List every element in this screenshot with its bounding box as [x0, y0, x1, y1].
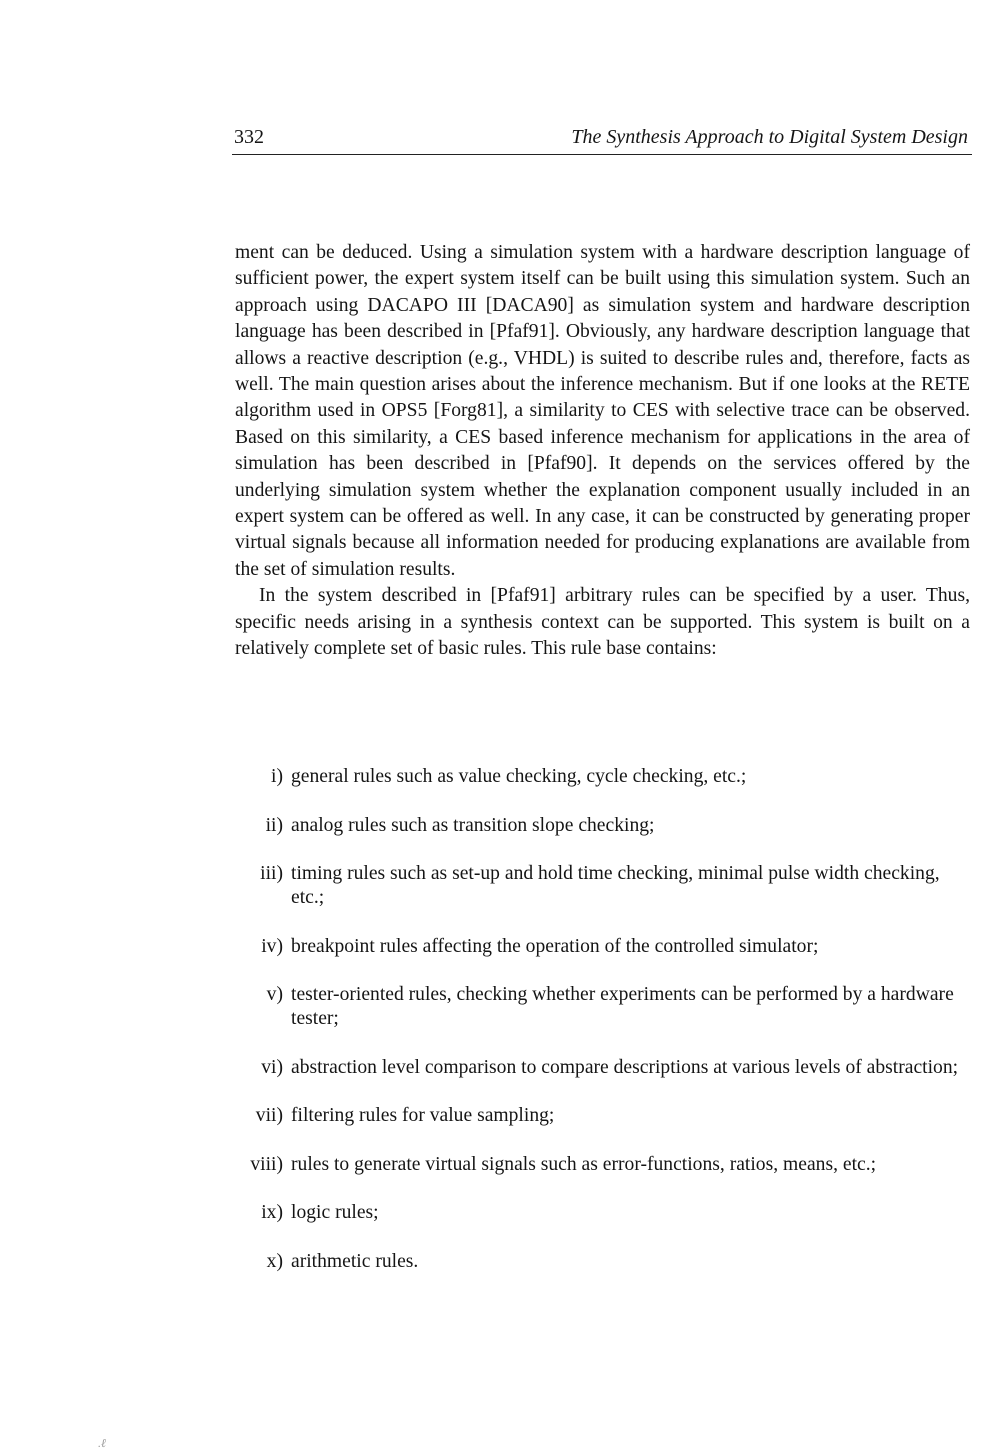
rule-base-list	[235, 765, 975, 1298]
rule-list-item	[235, 862, 975, 910]
rule-list-item	[235, 1104, 975, 1128]
rule-list-item	[235, 983, 975, 1031]
running-title: The Synthesis Approach to Digital System Design	[571, 126, 968, 148]
list-marker: vii)	[255, 1105, 283, 1126]
paragraph-continued: ment can be deduced. Using a simulation system with a hardware description language of sufficient power, the expert system itself can be built using this simulation system. Such an approach using DACAPO III [DACA90] as simulation system and hardware description language has been described in [Pfaf91]. Obviously, any hardware description language that allows a reactive description (e.g., VHDL) is suited to describe rules and, therefore, facts as well. The main question arises about the inference mechanism. But if one looks at the RETE algorithm used in OPS5 [Forg81], a similarity to CES with selective trace can be observed. Based on this similarity, a CES based inference mechanism for applications in the area of simulation has been described in [Pfaf90]. It depends on the services offered by the underlying simulation system whether the explanation component usually included in an expert system can be offered as well. In any case, it can be constructed by generating proper virtual signals because all information needed for producing explanations are available from the set of simulation results.	[235, 242, 970, 580]
list-marker: i)	[271, 766, 283, 787]
list-item-text: breakpoint rules affecting the operation of the controlled simulator;	[291, 935, 819, 957]
list-marker: ii)	[265, 814, 283, 836]
rule-list-item	[235, 1250, 975, 1274]
list-item-text: arithmetic rules.	[291, 1250, 419, 1272]
scan-artifact-mark: .ℓ	[98, 1436, 106, 1450]
running-header	[232, 124, 972, 155]
list-item-text: filtering rules for value sampling;	[291, 1105, 555, 1126]
rule-list-item	[235, 1056, 975, 1080]
list-item-text: timing rules such as set-up and hold time checking, minimal pulse width checking, etc.;	[291, 863, 940, 908]
page-number: 332	[234, 126, 264, 148]
list-item-text: general rules such as value checking, cycle checking, etc.;	[291, 766, 747, 787]
list-marker: iv)	[261, 935, 283, 957]
list-marker: iii)	[260, 863, 283, 884]
list-marker: ix)	[261, 1202, 283, 1223]
list-item-text: analog rules such as transition slope checking;	[291, 814, 655, 836]
list-item-text: abstraction level comparison to compare descriptions at various levels of abstraction;	[291, 1056, 959, 1078]
rule-list-item	[235, 1153, 975, 1177]
list-item-text: logic rules;	[291, 1202, 379, 1223]
body-text	[235, 240, 970, 663]
list-item-text: tester-oriented rules, checking whether experiments can be performed by a hardware tester;	[291, 984, 954, 1029]
list-marker: v)	[266, 984, 283, 1005]
rule-list-item	[235, 1201, 975, 1225]
list-marker: viii)	[250, 1153, 283, 1175]
list-marker: x)	[266, 1250, 283, 1272]
rule-list-item	[235, 765, 975, 789]
rule-list-item	[235, 935, 975, 959]
rule-list-item	[235, 814, 975, 838]
list-marker: vi)	[261, 1056, 283, 1078]
list-item-text: rules to generate virtual signals such as error-functions, ratios, means, etc.;	[291, 1153, 877, 1175]
paragraph-rule-base-intro: In the system described in [Pfaf91] arbitrary rules can be specified by a user. Thus, specific needs arising in a synthesis context can be supported. This system is built on a relatively complete set of basic rules. This rule base contains:	[235, 585, 970, 660]
